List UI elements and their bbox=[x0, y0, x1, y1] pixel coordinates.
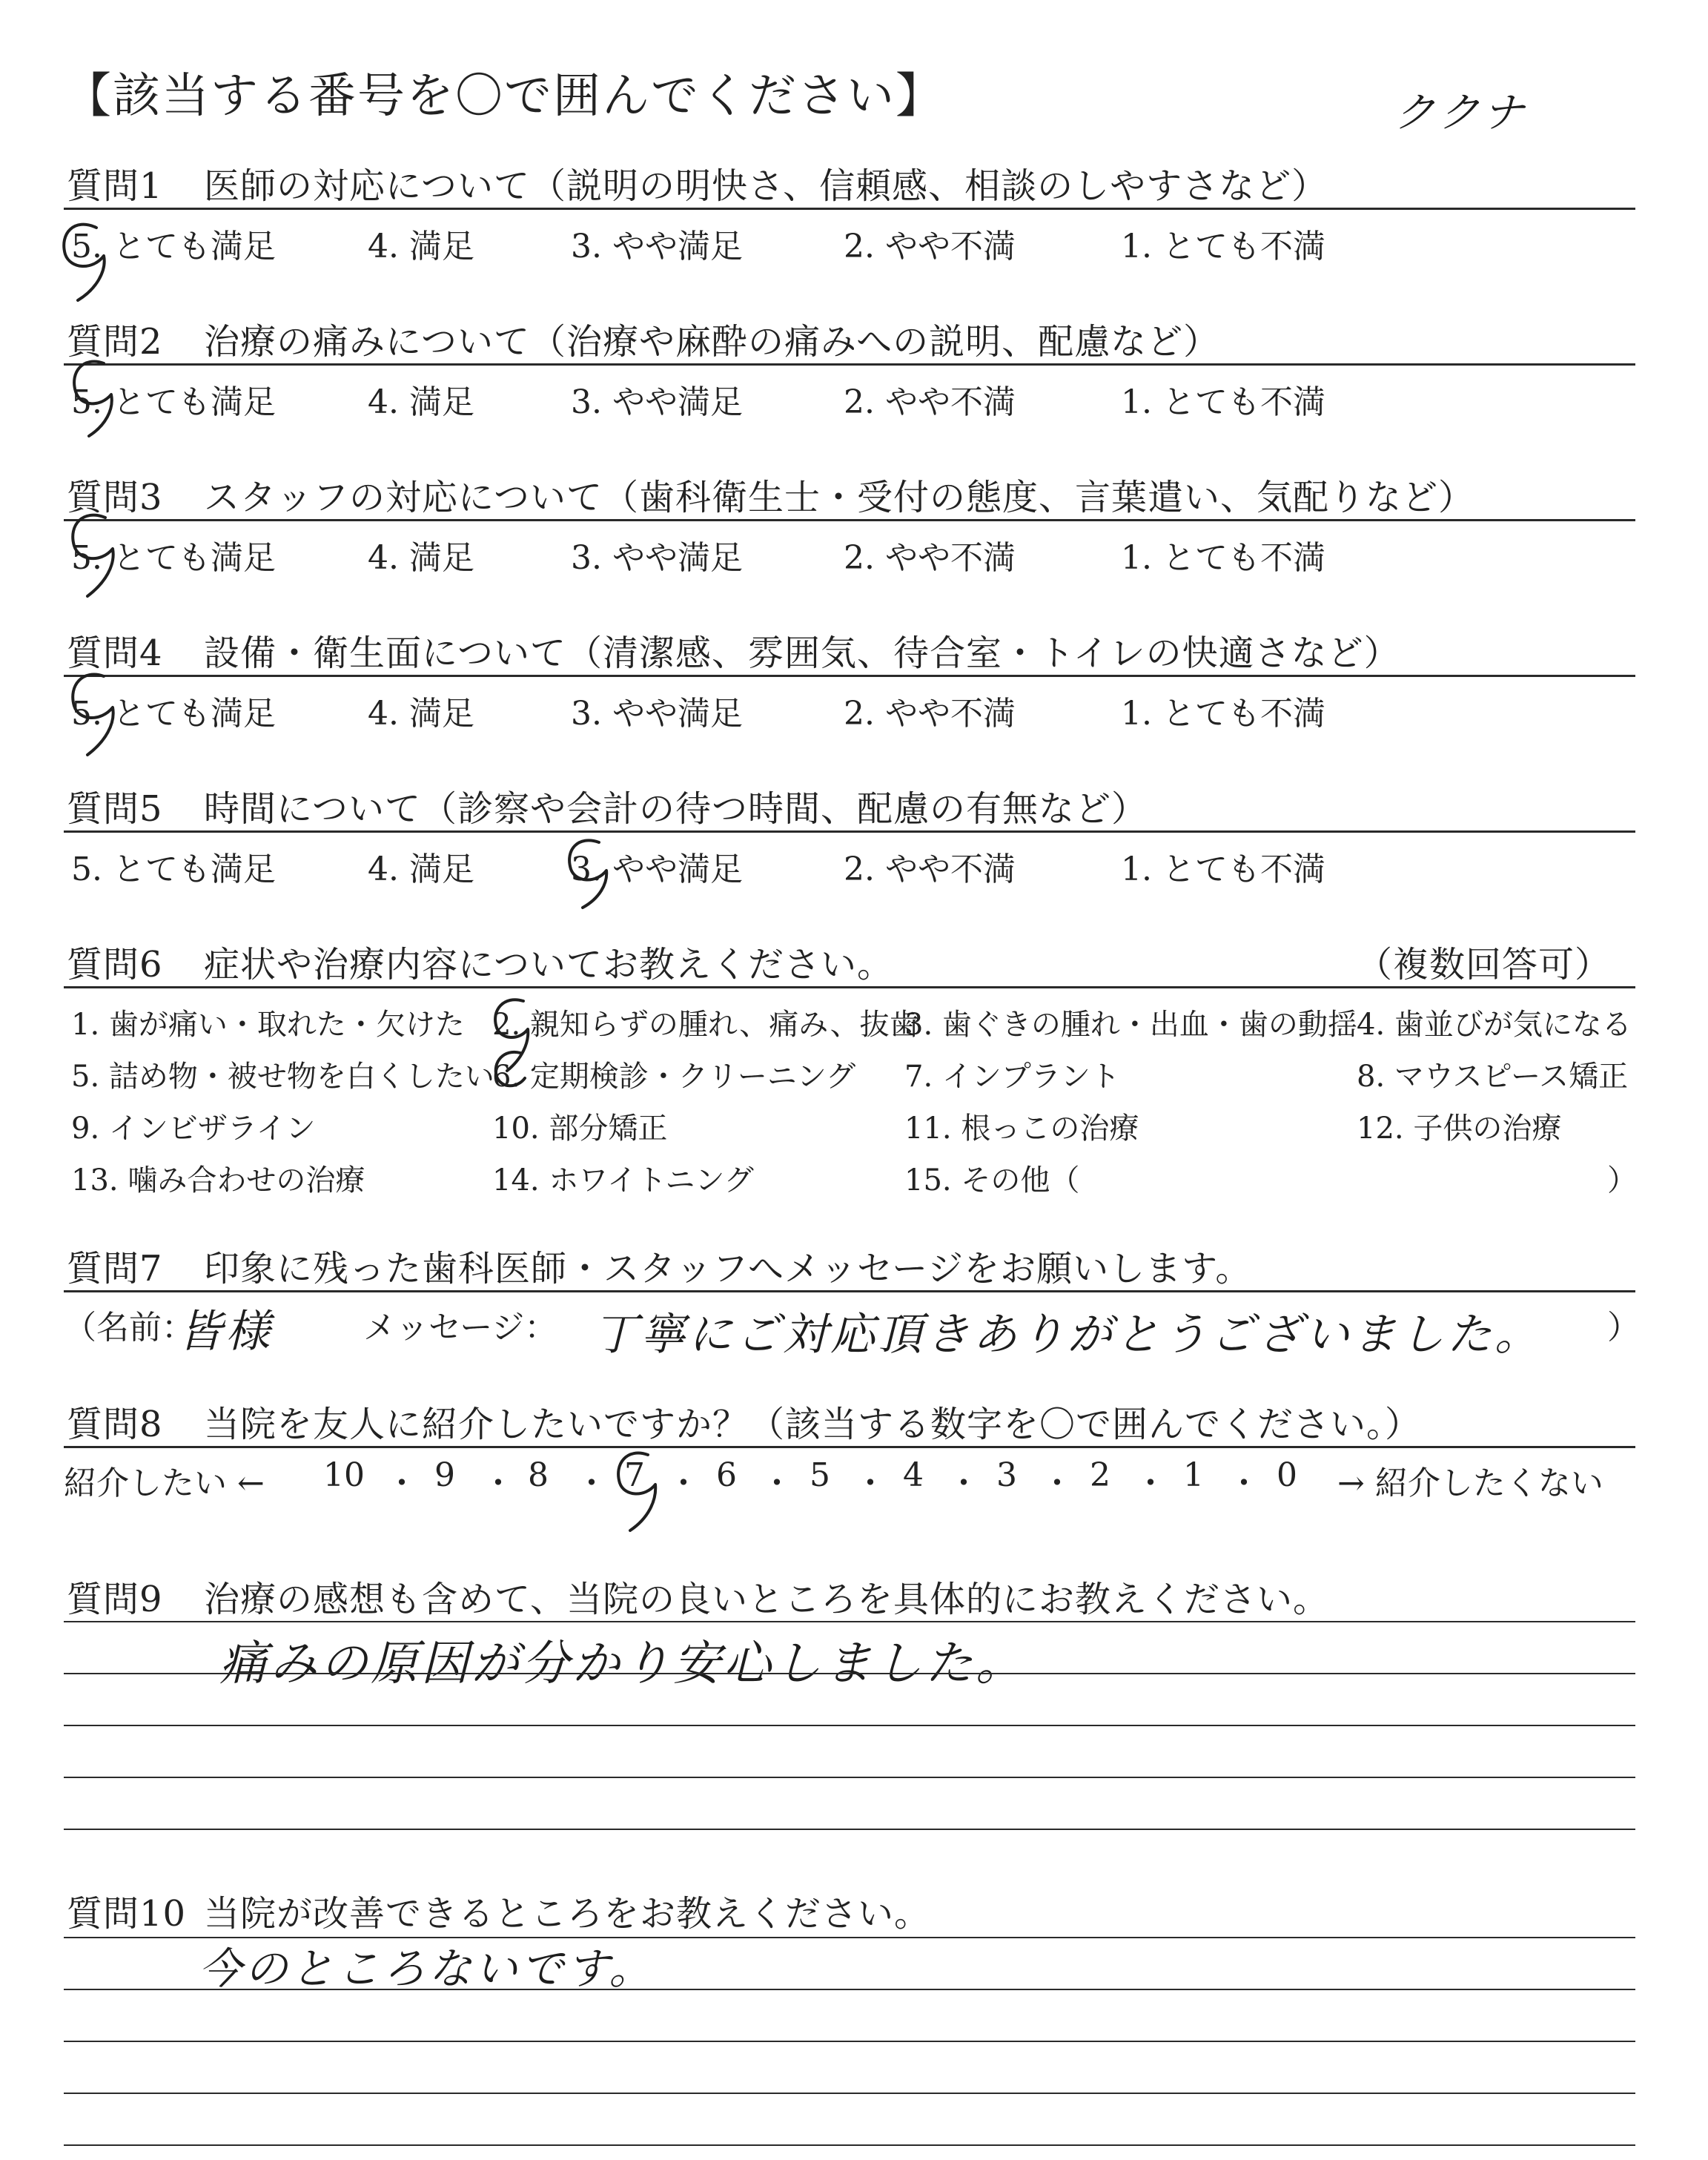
answer-line bbox=[64, 1989, 1635, 1990]
answer-line bbox=[64, 1937, 1635, 1938]
option-2[interactable]: 2. やや不満 bbox=[844, 695, 1016, 733]
question-label: 質問10 bbox=[67, 1893, 187, 1935]
option-1[interactable]: 1. とても不満 bbox=[1121, 383, 1325, 421]
question-label: 質問3 bbox=[67, 477, 163, 518]
question-text: 医師の対応について（説明の明快さ、信頼感、相談のしやすさなど） bbox=[204, 165, 1328, 207]
name-label: （名前： bbox=[64, 1309, 194, 1347]
divider bbox=[64, 519, 1635, 521]
answer-line bbox=[64, 1621, 1635, 1622]
answer-line bbox=[64, 2093, 1635, 2094]
question-text: スタッフの対応について（歯科衛生士・受付の態度、言葉遣い、気配りなど） bbox=[204, 477, 1475, 518]
symptom-option-10[interactable]: 10. 部分矯正 bbox=[492, 1112, 668, 1146]
dot-separator: ・ bbox=[1228, 1464, 1260, 1502]
score-2[interactable]: 2 bbox=[1090, 1456, 1110, 1494]
symptom-option-15[interactable]: 15. その他（ bbox=[904, 1163, 1080, 1198]
recommend-right-label: → 紹介したくない bbox=[1337, 1464, 1603, 1502]
dot-separator: ・ bbox=[854, 1464, 887, 1502]
answer-line bbox=[64, 1829, 1635, 1830]
divider bbox=[64, 986, 1635, 988]
question-label: 質問6 bbox=[67, 944, 163, 985]
option-5[interactable]: 5. とても満足 bbox=[71, 539, 276, 577]
symptom-option-6[interactable]: 6. 定期検診・クリーニング bbox=[492, 1060, 856, 1094]
option-5[interactable]: 5. とても満足 bbox=[71, 695, 276, 733]
symptom-option-14[interactable]: 14. ホワイトニング bbox=[492, 1163, 754, 1198]
option-4[interactable]: 4. 満足 bbox=[368, 851, 474, 888]
option-1[interactable]: 1. とても不満 bbox=[1121, 539, 1325, 577]
other-close-paren: ） bbox=[1607, 1163, 1637, 1198]
option-4[interactable]: 4. 満足 bbox=[368, 228, 474, 265]
good-points-answer[interactable]: 痛みの原因が分かり安心しました。 bbox=[219, 1636, 1026, 1691]
question-text: 設備・衛生面について（清潔感、雰囲気、待合室・トイレの快適さなど） bbox=[204, 633, 1400, 674]
question-text: 当院を友人に紹介したいですか？（該当する数字を〇で囲んでください。） bbox=[204, 1404, 1422, 1445]
option-4[interactable]: 4. 満足 bbox=[368, 383, 474, 421]
question-label: 質問9 bbox=[67, 1579, 163, 1620]
option-3[interactable]: 3. やや満足 bbox=[571, 383, 743, 421]
answer-line bbox=[64, 2144, 1635, 2146]
question-label: 質問2 bbox=[67, 321, 163, 363]
question-label: 質問1 bbox=[67, 165, 163, 207]
option-5[interactable]: 5. とても満足 bbox=[71, 851, 276, 888]
option-3[interactable]: 3. やや満足 bbox=[571, 695, 743, 733]
dot-separator: ・ bbox=[947, 1464, 980, 1502]
divider bbox=[64, 675, 1635, 677]
corner-handwritten-note: ククナ bbox=[1394, 89, 1527, 137]
option-3[interactable]: 3. やや満足 bbox=[571, 228, 743, 265]
score-3[interactable]: 3 bbox=[996, 1456, 1017, 1494]
option-2[interactable]: 2. やや不満 bbox=[844, 851, 1016, 888]
option-1[interactable]: 1. とても不満 bbox=[1121, 695, 1325, 733]
score-9[interactable]: 9 bbox=[434, 1456, 455, 1494]
answer-line bbox=[64, 2041, 1635, 2042]
selection-circle-mark bbox=[482, 1046, 541, 1105]
answer-line bbox=[64, 1777, 1635, 1778]
score-4[interactable]: 4 bbox=[903, 1456, 924, 1494]
option-3[interactable]: 3. やや満足 bbox=[571, 539, 743, 577]
question-text: 治療の痛みについて（治療や麻酔の痛みへの説明、配慮など） bbox=[204, 321, 1220, 363]
dot-separator: ・ bbox=[482, 1464, 514, 1502]
divider bbox=[64, 363, 1635, 366]
question-label: 質問5 bbox=[67, 788, 163, 830]
selection-circle-mark bbox=[52, 211, 119, 308]
dot-separator: ・ bbox=[575, 1464, 608, 1502]
dot-separator: ・ bbox=[1134, 1464, 1167, 1502]
selection-circle-mark bbox=[605, 1441, 672, 1538]
option-3[interactable]: 3. やや満足 bbox=[571, 851, 743, 888]
dot-separator: ・ bbox=[667, 1464, 700, 1502]
message-handwritten[interactable]: 丁寧にご対応頂きありがとうございました。 bbox=[593, 1309, 1542, 1361]
message-close-paren: ） bbox=[1607, 1309, 1640, 1347]
question-label: 質問4 bbox=[67, 633, 163, 674]
option-2[interactable]: 2. やや不満 bbox=[844, 228, 1016, 265]
answer-line bbox=[64, 1673, 1635, 1674]
symptom-option-8[interactable]: 8. マウスピース矯正 bbox=[1357, 1060, 1629, 1094]
dot-separator: ・ bbox=[761, 1464, 793, 1502]
option-2[interactable]: 2. やや不満 bbox=[844, 539, 1016, 577]
divider bbox=[64, 1446, 1635, 1448]
question-text: 印象に残った歯科医師・スタッフへメッセージをお願いします。 bbox=[204, 1248, 1252, 1289]
selection-circle-mark bbox=[58, 501, 132, 605]
improvement-answer[interactable]: 今のところないです。 bbox=[199, 1943, 655, 1994]
option-1[interactable]: 1. とても不満 bbox=[1121, 851, 1325, 888]
option-4[interactable]: 4. 満足 bbox=[368, 695, 474, 733]
name-handwritten[interactable]: 皆様 bbox=[178, 1306, 273, 1358]
selection-circle-mark bbox=[555, 830, 629, 912]
question-text: 当院が改善できるところをお教えください。 bbox=[204, 1893, 931, 1935]
score-6[interactable]: 6 bbox=[716, 1456, 737, 1494]
selection-circle-mark bbox=[58, 660, 132, 764]
symptom-option-1[interactable]: 1. 歯が痛い・取れた・欠けた bbox=[71, 1008, 465, 1042]
option-5[interactable]: 5. とても満足 bbox=[71, 228, 276, 265]
score-7[interactable]: 7 bbox=[624, 1456, 645, 1494]
option-4[interactable]: 4. 満足 bbox=[368, 539, 474, 577]
symptom-option-9[interactable]: 9. インビザライン bbox=[71, 1112, 316, 1146]
symptom-option-4[interactable]: 4. 歯並びが気になる bbox=[1357, 1008, 1632, 1042]
score-1[interactable]: 1 bbox=[1183, 1456, 1204, 1494]
recommend-left-label: 紹介したい ← bbox=[64, 1464, 265, 1502]
divider bbox=[64, 1290, 1635, 1292]
option-2[interactable]: 2. やや不満 bbox=[844, 383, 1016, 421]
symptom-option-11[interactable]: 11. 根っこの治療 bbox=[904, 1112, 1139, 1146]
selection-circle-mark bbox=[59, 349, 126, 445]
question-label: 質問8 bbox=[67, 1404, 163, 1445]
divider bbox=[64, 830, 1635, 833]
page-title: 【該当する番号を〇で囲んでください】 bbox=[64, 69, 944, 124]
symptom-option-13[interactable]: 13. 噛み合わせの治療 bbox=[71, 1163, 365, 1198]
answer-line bbox=[64, 1725, 1635, 1726]
score-0[interactable]: 0 bbox=[1277, 1456, 1297, 1494]
symptom-option-2[interactable]: 2. 親知らずの腫れ、痛み、抜歯 bbox=[492, 1008, 919, 1042]
symptom-option-3[interactable]: 3. 歯ぐきの腫れ・出血・歯の動揺 bbox=[904, 1008, 1357, 1042]
question-text: 症状や治療内容についてお教えください。 bbox=[204, 944, 894, 985]
question-text: 時間について（診察や会計の待つ時間、配慮の有無など） bbox=[204, 788, 1148, 830]
dot-separator: ・ bbox=[385, 1464, 418, 1502]
option-5[interactable]: 5. とても満足 bbox=[71, 383, 276, 421]
symptom-option-5[interactable]: 5. 詰め物・被せ物を白くしたい bbox=[71, 1060, 494, 1094]
multiple-answers-note: （複数回答可） bbox=[1357, 944, 1612, 985]
symptom-option-12[interactable]: 12. 子供の治療 bbox=[1357, 1112, 1562, 1146]
symptom-option-7[interactable]: 7. インプラント bbox=[904, 1060, 1120, 1094]
question-text: 治療の感想も含めて、当院の良いところを具体的にお教えください。 bbox=[204, 1579, 1330, 1620]
dot-separator: ・ bbox=[1041, 1464, 1073, 1502]
question-label: 質問7 bbox=[67, 1248, 163, 1289]
score-8[interactable]: 8 bbox=[528, 1456, 549, 1494]
message-label: メッセージ： bbox=[363, 1309, 557, 1347]
option-1[interactable]: 1. とても不満 bbox=[1121, 228, 1325, 265]
score-10[interactable]: 10 bbox=[323, 1456, 365, 1494]
divider bbox=[64, 208, 1635, 210]
score-5[interactable]: 5 bbox=[810, 1456, 830, 1494]
